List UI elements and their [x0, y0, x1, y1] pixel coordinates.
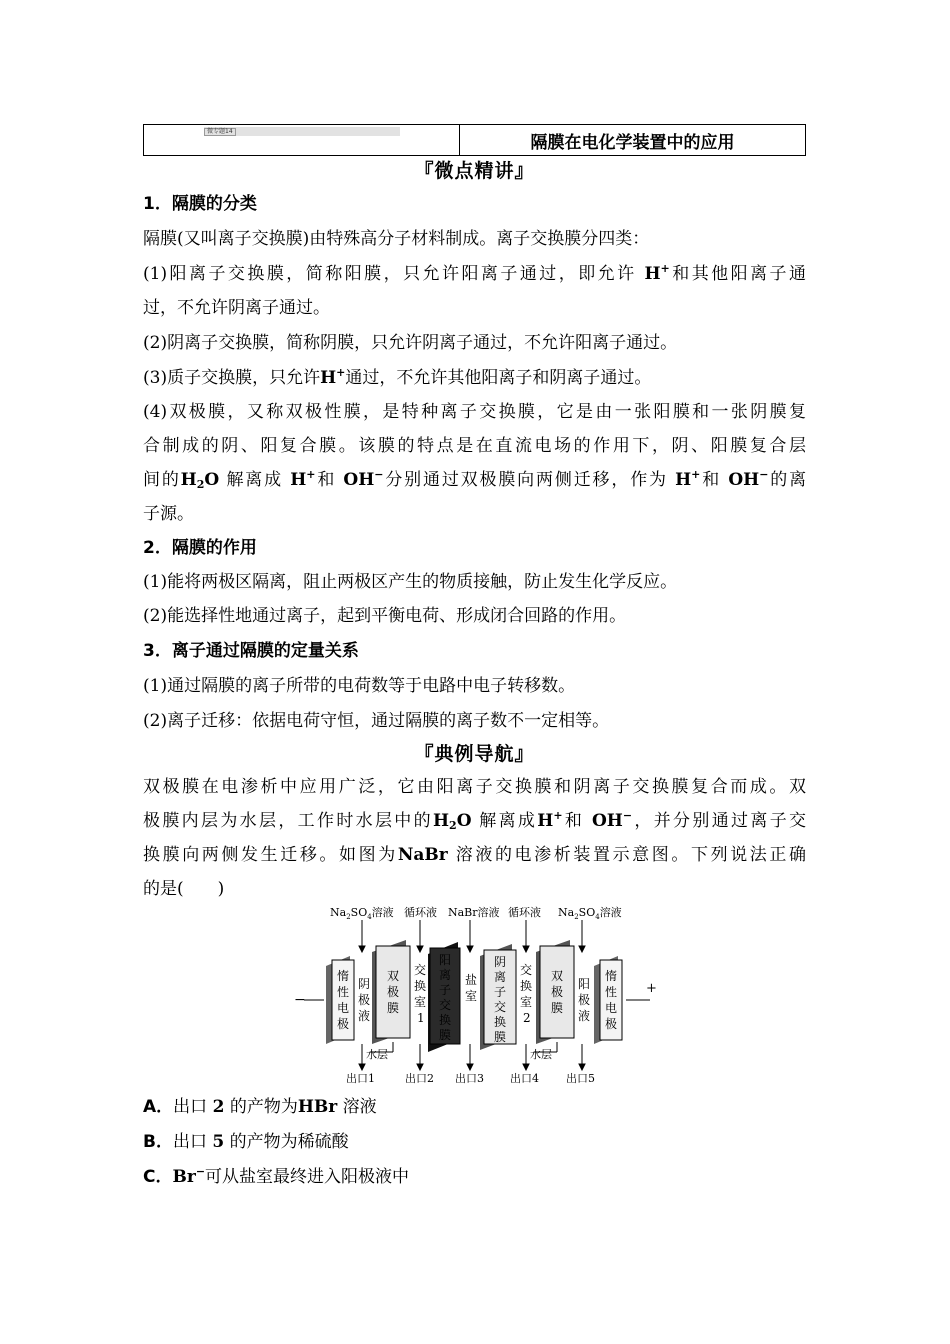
svg-text:惰: 惰: [337, 969, 350, 983]
chem-br: Br: [172, 1167, 196, 1187]
chem-h: H: [290, 470, 307, 490]
h-plus: [675, 470, 700, 490]
water-layer-left: 水层: [366, 1048, 388, 1061]
heading-classification: 1．隔膜的分类: [143, 194, 257, 214]
h2o-formula: [433, 811, 472, 831]
charge-minus: −: [759, 468, 769, 481]
text-span: 出口: [172, 1132, 207, 1152]
outlet-4: 出口4: [510, 1072, 539, 1085]
svg-text:室: 室: [520, 995, 533, 1009]
svg-text:双: 双: [387, 969, 400, 983]
svg-text:交: 交: [520, 963, 533, 977]
intro-paragraph: 隔膜(又叫离子交换膜)由特殊高分子材料制成。离子交换膜分四类：: [143, 229, 650, 249]
option-b-label: B．: [143, 1132, 173, 1152]
oh-minus: [592, 811, 632, 831]
text-span: 溶液的电渗析装置示意图。下列说法正确: [455, 845, 807, 865]
item-cation-membrane-line1: [143, 262, 806, 286]
salt-room-label: [465, 972, 477, 1003]
svg-text:电: 电: [337, 1001, 350, 1015]
svg-text:膜: 膜: [494, 1030, 507, 1044]
svg-text:电: 电: [605, 1001, 618, 1015]
option-a: [143, 1095, 806, 1119]
text-span: 解离成: [479, 811, 538, 831]
chem-h: H: [675, 470, 692, 490]
text-span: 和其他阳离子通: [669, 264, 806, 284]
heading-function: 2．隔膜的作用: [143, 538, 257, 558]
h-plus: [537, 811, 562, 831]
section-title-example: 『典例导航』: [414, 743, 535, 765]
item-bipolar-line2: 合制成的阴、阳复合膜。该膜的特点是在直流电场的作用下，阴、阳膜复合层: [143, 436, 806, 456]
svg-text:极: 极: [551, 985, 564, 999]
cathode-liquid-label: [358, 977, 370, 1023]
example-line2: [143, 809, 806, 833]
heading-quantitative: 3．离子通过隔膜的定量关系: [143, 641, 359, 661]
example-line3: [143, 843, 806, 867]
text-span: 的离: [768, 470, 807, 490]
item-bipolar-line4: 子源。: [143, 504, 194, 524]
charge-minus: −: [195, 1165, 206, 1178]
chem-oh: OH: [728, 470, 760, 490]
h-plus: [644, 264, 669, 284]
svg-text:换: 换: [439, 1013, 452, 1027]
item-proton-membrane: [143, 366, 806, 390]
bipolar-left-label: [387, 969, 399, 1015]
svg-text:极: 极: [337, 1017, 350, 1031]
electrodialysis-diagram: [290, 900, 662, 1090]
svg-text:极: 极: [578, 993, 591, 1007]
page-title: 隔膜在电化学装置中的应用: [530, 132, 735, 153]
svg-text:2: 2: [523, 1011, 531, 1025]
label-na2so4-right: $Na_2SO_4$溶液: [558, 906, 622, 921]
svg-text:性: 性: [337, 985, 350, 999]
item-anion-membrane: (2)阴离子交换膜，简称阴膜，只允许阴离子通过，不允许阳离子通过。: [143, 333, 678, 353]
charge-minus: −: [622, 809, 633, 822]
label-cycle-left: 循环液: [404, 906, 437, 919]
svg-text:交: 交: [494, 1000, 507, 1014]
label-cycle-right: 循环液: [508, 906, 541, 919]
chem-oh: OH: [591, 811, 623, 831]
text-span: 和: [315, 470, 337, 490]
chem-h: H: [180, 470, 197, 490]
chem-o: O: [456, 811, 472, 831]
svg-text:阳: 阳: [439, 953, 452, 967]
exchange-room-1-label: [414, 963, 426, 1025]
quantitative-item2: (2)离子迁移：依据电荷守恒，通过隔膜的离子数不一定相等。: [143, 711, 610, 731]
charge-plus: +: [553, 809, 563, 822]
text-span: HBr: [297, 1097, 338, 1117]
svg-text:换: 换: [414, 979, 427, 993]
svg-text:交: 交: [414, 963, 427, 977]
charge-plus: +: [691, 468, 701, 481]
function-item1: (1)能将两极区隔离，阻止两极区产生的物质接触，防止发生化学反应。: [143, 572, 678, 592]
quantitative-item1: (1)通过隔膜的离子所带的电荷数等于电路中电子转移数。: [143, 676, 576, 696]
svg-text:阳: 阳: [578, 977, 591, 991]
text-span: 可从盐室最终进入阳极液中: [205, 1167, 410, 1187]
svg-text:室: 室: [414, 995, 427, 1009]
svg-text:极: 极: [358, 993, 371, 1007]
topic-tag: [204, 127, 400, 136]
text-span: 通过，不允许其他阳离子和阴离子通过。: [345, 368, 652, 388]
charge-plus: +: [336, 366, 346, 379]
svg-text:液: 液: [578, 1009, 591, 1023]
svg-text:双: 双: [551, 969, 564, 983]
option-a-label: A．: [143, 1097, 174, 1117]
charge-plus: +: [660, 262, 670, 275]
text-span: 的产物为: [229, 1097, 298, 1117]
svg-text:极: 极: [605, 1017, 618, 1031]
h-plus: [290, 470, 315, 490]
text-span: (3)质子交换膜，只允许: [143, 368, 321, 388]
svg-text:极: 极: [387, 985, 400, 999]
chem-h: H: [320, 368, 337, 388]
svg-text:性: 性: [605, 985, 618, 999]
example-line1: 双极膜在电渗析中应用广泛，它由阳离子交换膜和阴离子交换膜复合而成。双: [143, 777, 806, 797]
svg-text:膜: 膜: [551, 1001, 564, 1015]
function-item2: (2)能选择性地通过离子，起到平衡电荷、形成闭合回路的作用。: [143, 606, 627, 626]
label-nabr: NaBr溶液: [448, 906, 500, 919]
h-plus: [320, 368, 345, 388]
water-layer-right: 水层: [530, 1048, 552, 1061]
text-span: (1)阳离子交换膜，简称阳膜，只允许阳离子通过，即允许: [143, 264, 637, 284]
svg-text:盐: 盐: [465, 973, 478, 987]
text-span: 解离成: [226, 470, 283, 490]
h2o-formula: [181, 470, 220, 490]
svg-text:膜: 膜: [439, 1028, 452, 1042]
anode-liquid-label: [578, 977, 590, 1023]
topic-header: [143, 124, 806, 156]
charge-minus: −: [374, 468, 384, 481]
item-cation-membrane-line2: 过，不允许阴离子通过。: [143, 298, 330, 318]
anion-membrane-label: [494, 955, 506, 1044]
text-span: 溶液: [342, 1097, 377, 1117]
positive-terminal: +: [646, 981, 657, 996]
svg-text:室: 室: [465, 989, 478, 1003]
option-b: [143, 1130, 806, 1154]
cation-membrane-label: [439, 953, 451, 1042]
bipolar-right-label: [551, 969, 563, 1015]
negative-terminal: −: [294, 992, 306, 1008]
text-span: 和: [700, 470, 722, 490]
svg-text:换: 换: [494, 1015, 507, 1029]
label-na2so4-left: $Na_2SO_4$溶液: [330, 906, 394, 921]
chem-h: H: [537, 811, 554, 831]
text-span: 换膜向两侧发生迁移。如图为: [143, 845, 398, 865]
option-c: [143, 1165, 806, 1189]
svg-text:阴: 阴: [494, 955, 507, 969]
svg-text:膜: 膜: [387, 1001, 400, 1015]
svg-text:子: 子: [439, 983, 452, 997]
chem-h: H: [644, 264, 661, 284]
svg-text:1: 1: [417, 1011, 425, 1025]
charge-plus: +: [306, 468, 316, 481]
oh-minus: [728, 470, 768, 490]
outlet-2: 出口2: [405, 1072, 434, 1085]
svg-text:离: 离: [439, 968, 452, 982]
outlet-1: 出口1: [346, 1072, 375, 1085]
text-span: 5: [212, 1132, 225, 1152]
text-span: ，并分别通过离子交: [632, 811, 807, 831]
oh-minus: [343, 470, 383, 490]
outlet-3: 出口3: [455, 1072, 484, 1085]
svg-text:惰: 惰: [605, 969, 618, 983]
exchange-room-2-label: [520, 963, 532, 1025]
chem-h: H: [432, 811, 450, 831]
item-bipolar-line1: (4)双极膜，又称双极性膜，是特种离子交换膜，它是由一张阳膜和一张阴膜复: [143, 402, 806, 422]
text-span: 的产物为稀硫酸: [229, 1132, 349, 1152]
text-span: 间的: [143, 470, 181, 490]
chem-oh: OH: [343, 470, 375, 490]
svg-text:阴: 阴: [358, 977, 371, 991]
text-span: 和: [562, 811, 585, 831]
subscript-2: 2: [196, 478, 205, 491]
svg-text:离: 离: [494, 970, 507, 984]
text-span: 出口: [173, 1097, 208, 1117]
item-bipolar-line3: [143, 468, 806, 492]
outlet-5: 出口5: [566, 1072, 595, 1085]
chem-o: O: [204, 470, 220, 490]
svg-text:液: 液: [358, 1009, 371, 1023]
text-span: 分别通过双极膜向两侧迁移，作为: [383, 470, 668, 490]
header-left-cell: [144, 125, 460, 155]
outlet-labels: [346, 1071, 595, 1085]
br-minus: [172, 1167, 205, 1187]
example-line4: 的是( ): [143, 879, 225, 899]
section-title-key-points: 『微点精讲』: [414, 160, 535, 182]
topic-tag-label: 微专题14: [204, 128, 236, 136]
option-c-label: C．: [143, 1167, 173, 1187]
nabr-formula: NaBr: [397, 845, 448, 865]
svg-text:子: 子: [494, 985, 507, 999]
svg-text:交: 交: [439, 998, 452, 1012]
subscript-2: 2: [449, 819, 457, 832]
svg-text:换: 换: [520, 979, 533, 993]
text-span: 2: [212, 1097, 225, 1117]
text-span: 极膜内层为水层，工作时水层中的: [143, 811, 433, 831]
